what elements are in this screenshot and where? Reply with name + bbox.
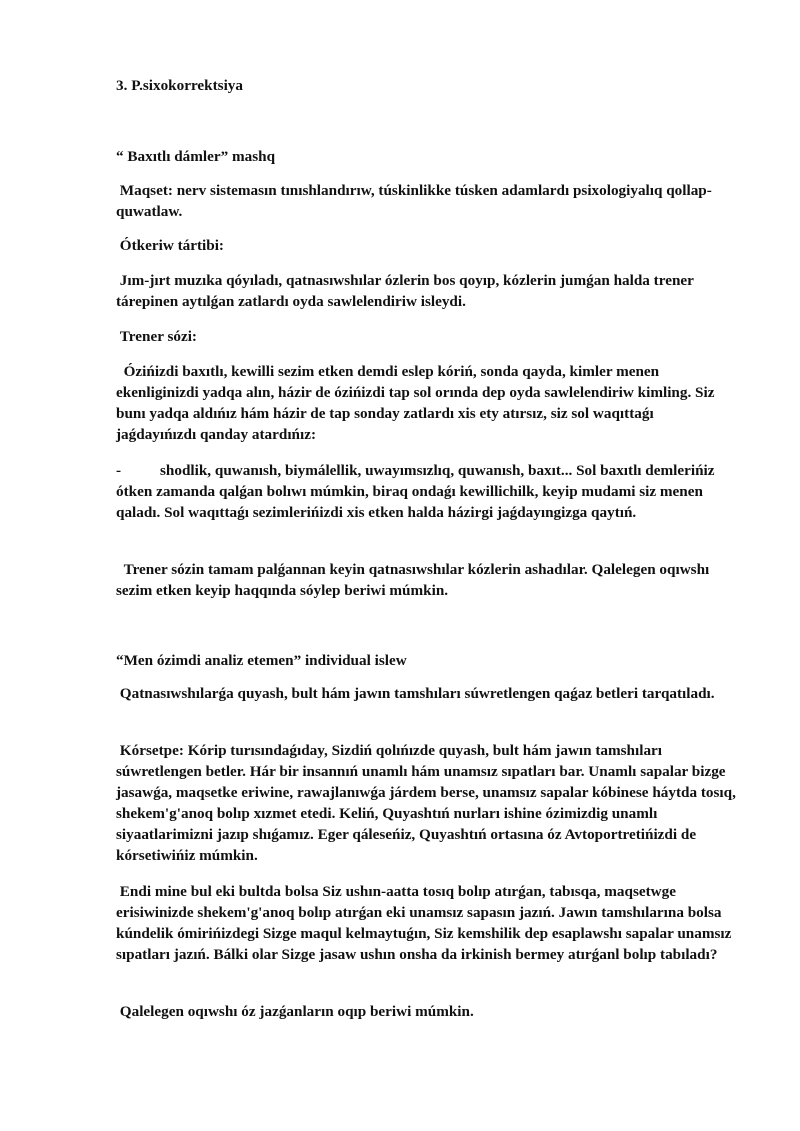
exercise2-intro: Qatnasıwshılarǵa quyash, bult hám jawın tamshıları súwretlengen qaǵaz betleri tarqatıladı. <box>116 685 715 702</box>
exercise1-procedure-label: Ótkeriw tártibi: <box>116 237 224 254</box>
exercise2-instruction: Kórsetpe: Kórip turısındaǵıday, Sizdiń qolıńızde quyash, bult hám jawın tamshıları súwretlengen betler. Hár bir insannıń unamlı hám unamsız sıpatları bar. Unamlı sapalar bizge jasawǵa, maqsetke eriwine, rawajlanıwǵa járdem berse, unamsız sapalar kóbinese háytda tosıq, shekem'g'anoq bolıp xızmet etedi. Keliń, Quyashtıń nurları ishine ózimizdig unamlı siyaatlarimizni jazıp shıǵamız. Eger qáleseńiz, Quyashtıń ortasına óz Avtoportretińizdi de kórsetiwińiz múmkin. <box>116 742 740 864</box>
bullet-marker: - <box>116 462 122 479</box>
exercise1-goal: Maqset: nerv sistemasın tınıshlandırıw, túskinlikke túsken adamlardı psixologiyalıq qollap-quwatlaw. <box>116 182 712 220</box>
exercise2-closing: Qalelegen oqıwshı óz jazǵanların oqıp beriwi múmkin. <box>116 1003 474 1020</box>
exercise2-next-step: Endi mine bul eki bultda bolsa Siz ushın-aatta tosıq bolıp atırǵan, tabısqa, maqsetwge erisiwinizde shekem'g'anoq bolıp atırǵan eki unamsız sapasın jazıń. Jawın tamshılarına bolsa kúndelik ómirińizdegi Sizge maqul kelmaytuǵın, Siz kemshilik dep esaplawshı sapalar unamsız sıpatları jazıń. Bálki olar Sizge jasaw ushın onsha da irkinish bermey atırǵanl bolıp tabıladı? <box>116 883 736 963</box>
exercise1-trainer-text: Ózińizdi baxıtlı, kewilli sezim etken demdi eslep kóriń, sonda qayda, kimler menen ekenliginizdi yadqa alın, házir de ózińizdi tap sol orında dep oyda sawlelendiriw kimling. Siz bunı yadqa aldıńız hám házir de tap sonday zatlardı xis ety atırsız, siz sol waqıttaǵı jaǵdayıńızdı qanday atardıńız: <box>116 363 719 443</box>
bullet-text: shodlik, quwanısh, biymálellik, uwayımsızlıq, quwanısh, baxıt... Sol baxıtlı demlerińiz ótken zamanda qalǵan bolıwı múmkin, biraq ondaǵı kewillichilk, keyip mudami siz menen qaladı. Sol waqıttaǵı sezimlerińizdi xis etken halda házirgi jaǵdayıngizga qaytıń. <box>116 462 719 521</box>
exercise2-title: “Men ózimdi analiz etemen” individual islew <box>116 652 407 669</box>
exercise1-trainer-label: Trener sózi: <box>116 328 197 345</box>
exercise1-closing: Trener sózin tamam palǵannan keyin qatnasıwshılar kózlerin ashadılar. Qalelegen oqıwshı sezim etken keyip haqqında sóylep beriwi múmkin. <box>116 561 714 599</box>
exercise1-bullet-item <box>116 460 736 523</box>
exercise1-procedure: Jım-jırt muzıka qóyıladı, qatnasıwshılar ózlerin bos qoyıp, kózlerin jumǵan halda trener tárepinen aytılǵan zatlardı oyda sawlelendiriw isleydi. <box>116 272 698 310</box>
exercise1-title: “ Baxıtlı dámler” mashq <box>116 148 276 165</box>
section-heading: 3. P.sixokorrektsiya <box>116 77 243 94</box>
